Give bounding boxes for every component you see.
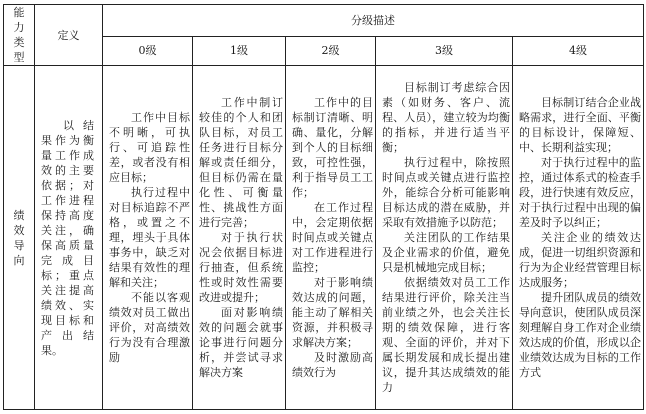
competency-table-wrapper	[3, 4, 643, 410]
level-3-item: 执行过程中，除按照时间点或关键点进行监控外，能综合分析可能影响目标达成的潜在威胁，并采取有效措施予以防范；	[382, 156, 510, 229]
competency-type-header-text: 能力类型	[13, 6, 25, 64]
level-2-item: 对于影响绩效达成的问题，能主动了解相关资源，并积极寻求解决方案；	[292, 276, 373, 349]
grading-header: 分级描述	[103, 5, 644, 37]
level-0-header: 0级	[103, 36, 193, 65]
level-0-item: 不能以客观绩效对员工做出评价，对高绩效行为没有合理激励	[109, 291, 190, 364]
level-4-item: 对于执行过程中的监控，通过体系式的检查手段，进行快速有效反应，对于执行过程中出现的偏差及时予以纠正；	[519, 156, 642, 229]
level-3-item: 目标制订考虑综合因素（如财务、客户、流程、人员），建立较为均衡的指标，并进行适当平衡；	[382, 81, 510, 154]
level-3-cell	[376, 66, 513, 410]
competency-type-cell	[4, 66, 35, 410]
level-4-header: 4级	[513, 36, 644, 65]
competency-type-header	[4, 5, 35, 66]
level-1-cell	[193, 66, 286, 410]
definition-cell	[35, 66, 103, 410]
level-4-cell	[513, 66, 644, 410]
level-3-item: 关注团队的工作结果及企业需求的价值，避免只是机械地完成目标；	[382, 231, 510, 274]
competency-type-text: 绩效导向	[13, 208, 25, 267]
level-2-item: 工作中的目标制订清晰、明确、量化，分解到个人的目标细致，可控性强，利于指导员工工作；	[292, 96, 373, 199]
level-0-item: 工作中目标不明晰，可执行、可追踪性差，或者没有相应目标；	[109, 111, 190, 184]
performance-orientation-row	[4, 66, 644, 410]
level-4-item: 目标制订结合企业战略需求，进行全面、平衡的目标设计，保障短、中、长期利益实现；	[519, 96, 642, 154]
level-1-item: 面对影响绩效的问题会就事论事进行问题分析，并尝试寻求解决方案	[199, 306, 283, 379]
level-4-item: 关注企业的绩效达成，促进一切组织资源和行为为企业经营管理目标达成服务；	[519, 231, 642, 289]
level-4-item: 提升团队成员的绩效导向意识，使团队成员深刻理解自身工作对企业绩效达成的价值，形成以企业绩效达成为目标的工作方式	[519, 291, 642, 379]
definition-header: 定义	[35, 5, 103, 66]
level-2-item: 在工作过程中，会定期依据时间点或关键点对工作进程进行监控；	[292, 201, 373, 274]
level-2-header: 2级	[286, 36, 376, 65]
definition-text: 以结果作为衡量工作成效的主要依据；对工作进程保持高度关注，确保高质量完成目标；重点关注提高绩效、实现目标和产出结果。	[41, 118, 94, 357]
level-1-item: 工作中制订较佳的个人和团队目标，对员工任务进行目标分解或责任细分，但目标仍需在量化性、可衡量性、挑战性方面进行完善；	[199, 96, 283, 229]
level-1-header: 1级	[193, 36, 286, 65]
level-1-item: 对于执行状况会依据目标进行抽查，但系统性或时效性需要改进或提升；	[199, 231, 283, 304]
level-0-cell	[103, 66, 193, 410]
level-0-item: 执行过程中对目标追踪不严格，或置之不理，埋头于具体事务中，缺乏对结果有效性的理解和关注；	[109, 186, 190, 289]
level-2-cell	[286, 66, 376, 410]
header-row-1	[4, 5, 644, 37]
competency-grading-table	[3, 4, 644, 410]
level-2-item: 及时激励高绩效行为	[292, 351, 373, 379]
level-3-item: 依据绩效对员工工作结果进行评价，除关注当前业绩之外，也会关注长期的绩效保障，进行客观、全面的评价，并对下属长期发展和成长提出建议，提升其达成绩效的能力	[382, 276, 510, 394]
level-3-header: 3级	[376, 36, 513, 65]
